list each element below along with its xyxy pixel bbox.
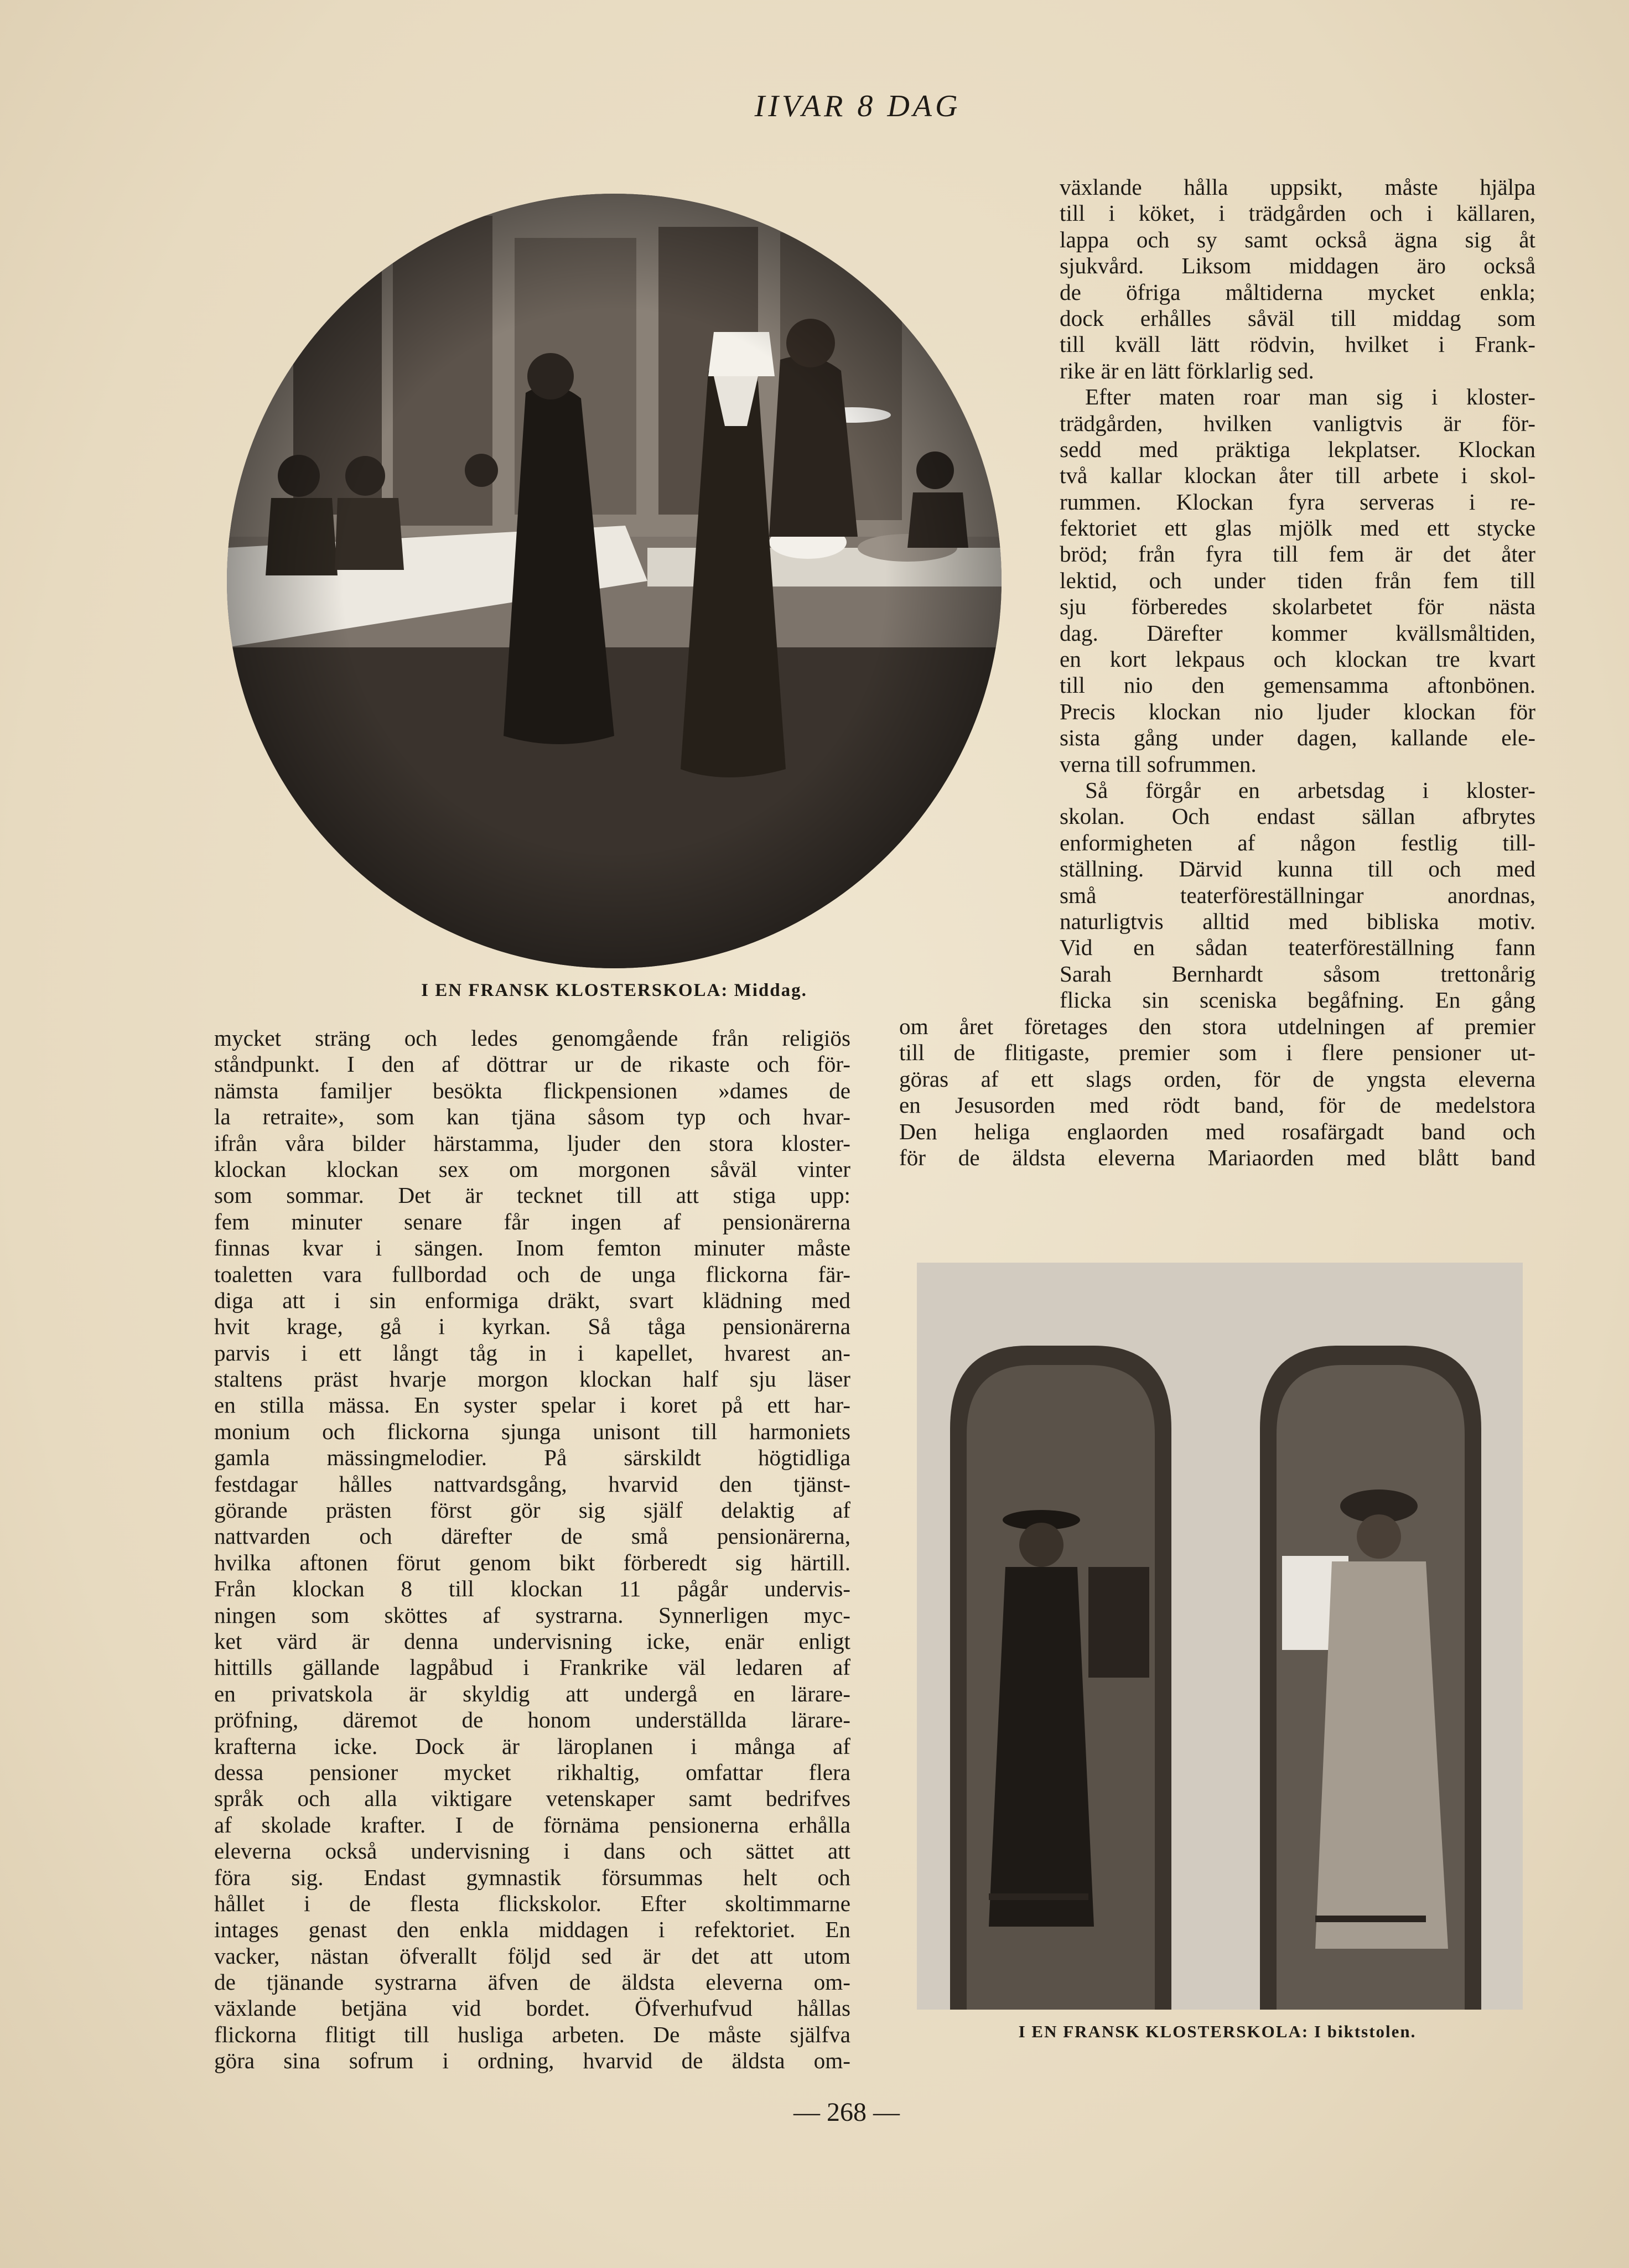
text-line: till de flitigaste, premier som i flere pensioner ut- [899,1040,1535,1066]
text-line: parvis i ett långt tåg in i kapellet, hvarest an- [214,1340,850,1366]
text-line: krafterna icke. Dock är läroplanen i många af [214,1733,850,1759]
text-line: en kort lekpaus och klockan tre kvart [1060,646,1535,672]
text-line: Så förgår en arbetsdag i kloster- [1085,777,1535,803]
text-line: om året företages den stora utdelningen af premier [899,1014,1535,1039]
text-line: sista gång under dagen, kallande ele- [1060,725,1535,751]
text-line: flicka sin sceniska begåfning. En gång [1060,987,1535,1013]
text-line: de tjänande systrarna äfven de äldsta eleverna om- [214,1969,850,1995]
text-line: sedd med präktiga lekplatser. Klockan [1060,436,1535,462]
text-line: mycket sträng och ledes genomgående från religiös [214,1025,850,1051]
text-line: verna till sofrummen. [1060,751,1257,777]
text-line: en Jesusorden med rödt band, för de medelstora [899,1092,1535,1118]
text-line: dessa pensioner mycket rikhaltig, omfattar flera [214,1759,850,1785]
text-line: ståndpunkt. I den af döttrar ur de rikaste och för- [214,1051,850,1077]
text-line: nämsta familjer besökta flickpensionen »dames de [214,1077,850,1103]
text-line: en privatskola är skyldig att undergå en lärare- [214,1680,850,1706]
text-line: för de äldsta eleverna Mariaorden med blått band [899,1144,1535,1170]
refectory-photo-drawing [227,194,1002,968]
text-line: nattvarden och därefter de små pensionärerna, [214,1523,850,1549]
confessional-photo-drawing [917,1263,1523,2010]
text-line: Precis klockan nio ljuder klockan för [1060,698,1535,724]
text-line: monium och flickorna sjunga unisont till harmoniets [214,1418,850,1444]
text-line: gamla mässingmelodier. På särskildt högtidliga [214,1445,850,1471]
text-line: som sommar. Det är tecknet till att stiga upp: [214,1182,850,1208]
text-line: dag. Därefter kommer kvällsmåltiden, [1060,620,1535,646]
text-line: klockan klockan sex om morgonen såväl vinter [214,1156,850,1182]
text-line: skolan. Och endast sällan afbrytes [1060,803,1535,829]
refectory-photo [227,194,1002,968]
text-line: flickorna flitigt till husliga arbeten. De måste själfva [214,2021,850,2047]
text-line: enformigheten af någon festlig till- [1060,829,1535,855]
text-line: till nio den gemensamma aftonbönen. [1060,672,1535,698]
text-line: fektoriet ett glas mjölk med ett stycke [1060,515,1535,541]
text-line: görande prästen först gör sig själf delaktig af [214,1497,850,1523]
text-line: göras af ett slags orden, för de yngsta eleverna [899,1066,1535,1092]
text-line: sju förberedes skolarbetet för nästa [1060,594,1535,620]
text-line: trädgården, hvilken vanligtvis är för- [1060,410,1535,436]
text-line: staltens präst hvarje morgon klockan half sju läser [214,1366,850,1392]
text-line: ket värd är denna undervisning icke, enär enligt [214,1628,850,1654]
text-line: hvilka aftonen förut genom bikt förberedt sig härtill. [214,1549,850,1575]
text-line: en stilla mässa. En syster spelar i koret på ett har- [214,1392,850,1418]
left-column [214,1025,850,2074]
text-line: språk och alla viktigare vetenskaper samt bedrifves [214,1786,850,1812]
running-title: IIVAR 8 DAG [754,89,961,123]
text-line: finnas kvar i sängen. Inom femton minuter måste [214,1235,850,1261]
text-line: rummen. Klockan fyra serveras i re- [1060,489,1535,515]
text-line: lappa och sy samt också ägna sig åt [1060,226,1535,252]
text-line: hvit krage, gå i kyrkan. Så tåga pensionärerna [214,1314,850,1340]
text-line: växlande betjäna vid bordet. Öfverhufvud hållas [214,1995,850,2021]
text-line: hittills gällande lagpåbud i Frankrike väl ledaren af [214,1654,850,1680]
text-line: lektid, och under tiden från fem till [1060,567,1535,593]
text-line: Den heliga englaorden med rosafärgadt band och [899,1118,1535,1144]
text-line: pröfning, däremot de honom underställda lärare- [214,1707,850,1733]
text-line: ställning. Därvid kunna till och med [1060,856,1535,882]
text-line: la retraite», som kan tjäna såsom typ och hvar- [214,1104,850,1130]
text-line: ningen som sköttes af systrarna. Synnerligen myc- [214,1602,850,1628]
text-line: festdagar hålles nattvardsgång, hvarvid den tjänst- [214,1471,850,1497]
text-line: bröd; från fyra till fem är det åter [1060,541,1535,567]
text-line: göra sina sofrum i ordning, hvarvid de äldsta om- [214,2048,850,2074]
text-line: naturligtvis alltid med bibliska motiv. [1060,908,1535,934]
text-line: Vid en sådan teaterföreställning fann [1060,935,1535,961]
text-line: ifrån våra bilder härstamma, ljuder den stora kloster- [214,1130,850,1156]
text-line: till kväll lätt rödvin, hvilket i Frank- [1060,331,1535,357]
page-number: — 268 — [793,2098,900,2127]
text-line: vacker, nästan öfverallt följd sed är det att utom [214,1943,850,1969]
text-line: de öfriga måltiderna mycket enkla; [1060,279,1535,305]
text-line: intages genast den enkla middagen i refektoriet. En [214,1917,850,1943]
right-column-wide [899,1014,1535,1171]
text-line: af skolade krafter. I de förnäma pensionerna erhålla [214,1812,850,1838]
text-line: Efter maten roar man sig i kloster- [1085,384,1535,410]
right-column-top [1060,174,1535,1014]
text-line: föra sig. Endast gymnastik försummas helt och [214,1864,850,1890]
text-line: fem minuter senare får ingen af pensionärerna [214,1208,850,1234]
text-line: dock erhålles såväl till middag som [1060,305,1535,331]
text-line: växlande hålla uppsikt, måste hjälpa [1060,174,1535,200]
text-line: sjukvård. Liksom middagen äro också [1060,253,1535,279]
text-line: små teaterföreställningar anordnas, [1060,882,1535,908]
text-line: eleverna också undervisning i dans och sättet att [214,1838,850,1864]
text-line: Från klockan 8 till klockan 11 pågår undervis- [214,1576,850,1602]
text-line: rike är en lätt förklarlig sed. [1060,357,1314,383]
text-line: hållet i de flesta flickskolor. Efter skoltimmarne [214,1890,850,1916]
text-line: diga att i sin enformiga dräkt, svart klädning med [214,1287,850,1313]
top-figure-caption: I EN FRANSK KLOSTERSKOLA: Middag. [421,980,807,1000]
text-line: två kallar klockan åter till arbete i skol- [1060,463,1535,489]
text-line: till i köket, i trädgården och i källaren, [1060,200,1535,226]
confessional-photo [917,1263,1523,2010]
text-line: Sarah Bernhardt såsom trettonårig [1060,961,1535,987]
bottom-figure-caption: I EN FRANSK KLOSTERSKOLA: I biktstolen. [1018,2022,1417,2041]
text-line: toaletten vara fullbordad och de unga flickorna fär- [214,1261,850,1287]
